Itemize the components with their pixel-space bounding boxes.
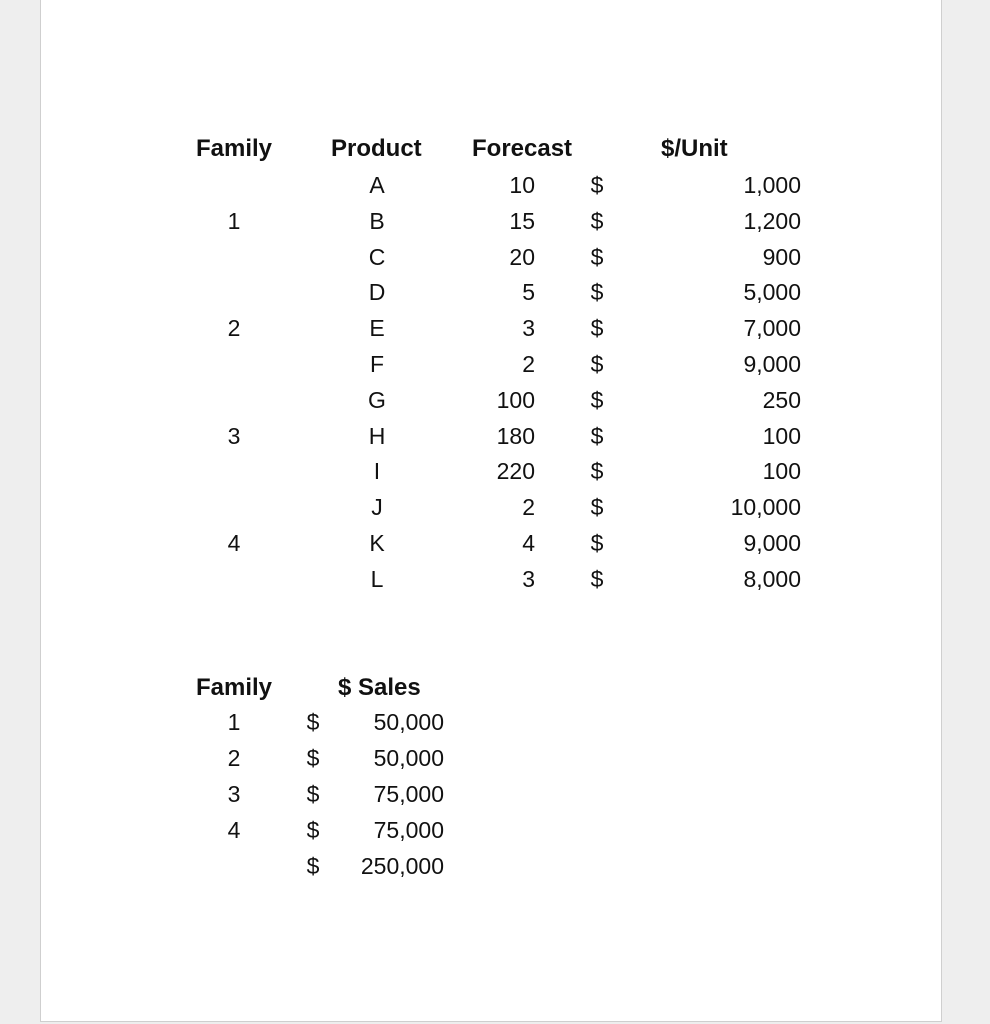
unit-price-cell: 9,000	[743, 530, 801, 556]
sales-amount-cell: 75,000	[373, 817, 444, 843]
forecast-cell: 15	[509, 207, 535, 234]
unit-price-cell: 8,000	[743, 565, 801, 592]
product-cell: D	[368, 279, 386, 306]
forecast-cell: 3	[522, 315, 535, 342]
unit-price-cell: 900	[762, 243, 801, 270]
product-cell: E	[369, 315, 385, 342]
currency-symbol: $	[590, 386, 604, 413]
unit-price-cell: 100	[762, 458, 801, 485]
currency-symbol: $	[590, 458, 604, 485]
product-cell: A	[369, 172, 385, 198]
sales-family-cell: 2	[227, 745, 241, 771]
forecast-cell: 20	[509, 243, 535, 270]
forecast-cell: 10	[509, 172, 535, 198]
product-cell: B	[369, 207, 385, 234]
product-cell: L	[370, 565, 384, 592]
unit-price-cell: 1,000	[743, 172, 801, 198]
currency-symbol: $	[590, 422, 604, 449]
product-cell: K	[369, 530, 385, 556]
sales-header-sales: $ Sales	[338, 674, 421, 701]
currency-symbol: $	[590, 172, 604, 198]
unit-price-cell: 100	[762, 422, 801, 449]
header-unit-price: $/Unit	[661, 135, 728, 162]
unit-price-cell: 10,000	[730, 494, 801, 521]
sales-amount-cell: 50,000	[373, 745, 444, 771]
unit-price-cell: 1,200	[743, 207, 801, 234]
currency-symbol: $	[590, 494, 604, 521]
sales-total-amount: 250,000	[360, 853, 444, 879]
sales-family-cell: 4	[227, 817, 241, 843]
unit-price-cell: 5,000	[743, 279, 801, 306]
sales-amount-cell: 75,000	[373, 781, 444, 807]
forecast-cell: 220	[496, 458, 535, 485]
family-label: 2	[227, 315, 241, 342]
sales-family-cell: 1	[227, 709, 241, 735]
unit-price-cell: 250	[762, 386, 801, 413]
forecast-cell: 4	[522, 530, 535, 556]
forecast-cell: 2	[522, 494, 535, 521]
currency-symbol: $	[590, 530, 604, 556]
unit-price-cell: 9,000	[743, 351, 801, 377]
product-cell: C	[368, 243, 386, 270]
sales-amount-cell: 50,000	[373, 709, 444, 735]
product-cell: F	[369, 351, 385, 377]
forecast-cell: 5	[522, 279, 535, 306]
family-label: 3	[227, 422, 241, 449]
forecast-cell: 2	[522, 351, 535, 377]
currency-symbol: $	[590, 351, 604, 377]
currency-symbol: $	[590, 315, 604, 342]
currency-symbol: $	[590, 243, 604, 270]
currency-symbol: $	[306, 781, 320, 807]
header-family: Family	[196, 135, 273, 162]
currency-symbol: $	[306, 853, 320, 879]
sales-header-family: Family	[196, 674, 273, 701]
product-cell: G	[368, 386, 386, 413]
product-cell: J	[371, 494, 383, 521]
currency-symbol: $	[306, 817, 320, 843]
unit-price-cell: 7,000	[743, 315, 801, 342]
currency-symbol: $	[306, 709, 320, 735]
currency-symbol: $	[306, 745, 320, 771]
header-forecast: Forecast	[472, 135, 573, 162]
forecast-cell: 3	[522, 565, 535, 592]
forecast-cell: 100	[496, 386, 535, 413]
family-label: 4	[227, 530, 241, 556]
currency-symbol: $	[590, 207, 604, 234]
header-product: Product	[331, 135, 422, 162]
product-cell: I	[373, 458, 381, 485]
currency-symbol: $	[590, 279, 604, 306]
document-page	[40, 0, 942, 1022]
forecast-cell: 180	[496, 422, 535, 449]
currency-symbol: $	[590, 565, 604, 592]
sales-family-cell: 3	[227, 781, 241, 807]
product-cell: H	[368, 422, 386, 449]
family-label: 1	[227, 207, 241, 234]
